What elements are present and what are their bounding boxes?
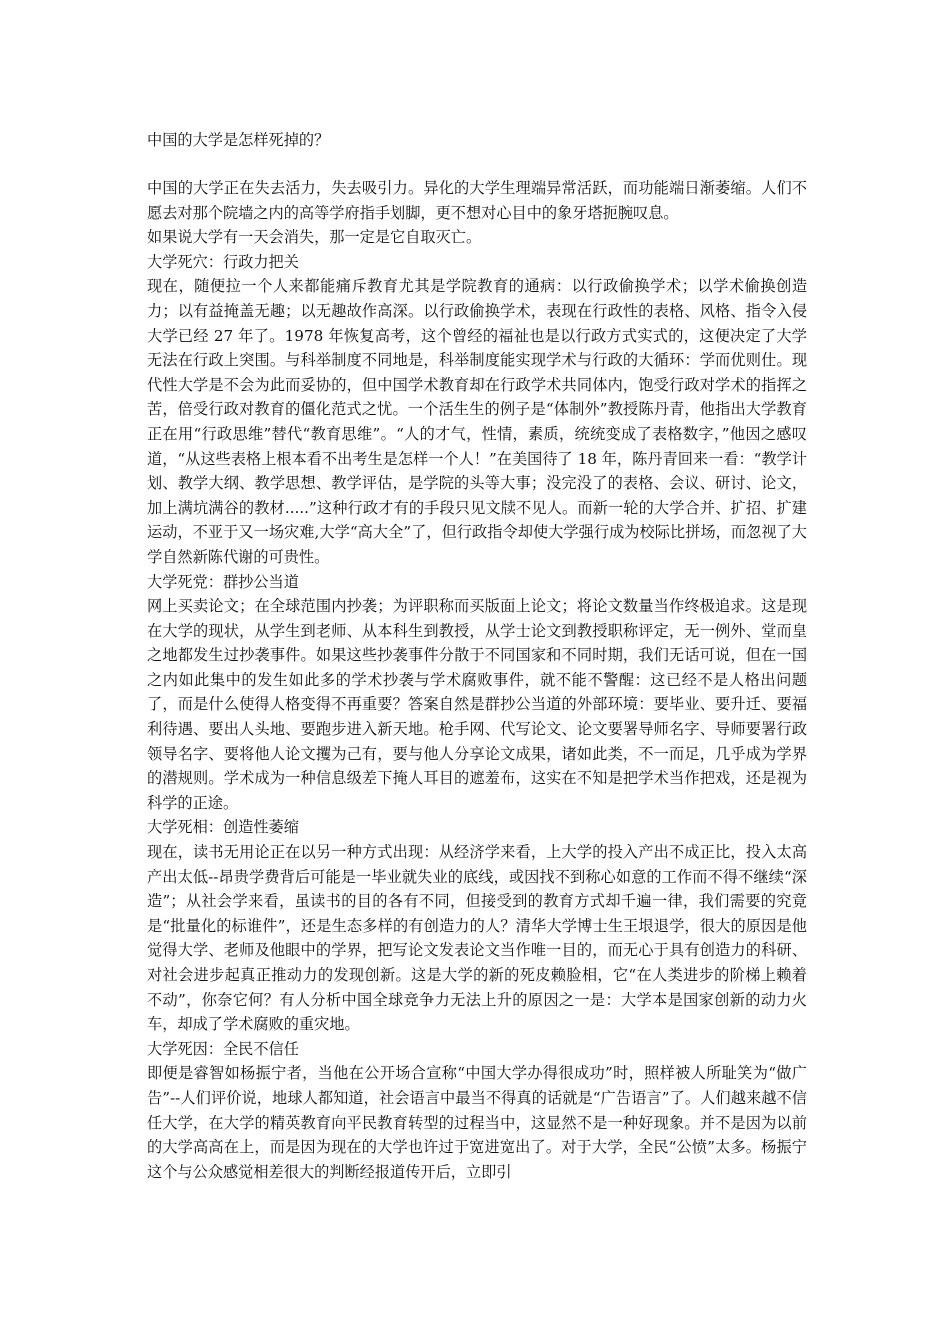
section-heading-plagiarism: 大学死党：群抄公当道 [147,572,299,591]
paragraph-plagiarism: 网上买卖论文；在全球范围内抄袭；为评职称而买版面上论文；将论文数量当作终极追求。这是现在大学的现状，从学生到老师、从本科生到教授，从学士论文到教授职称评定，无一例外、堂而皇之地都发生过抄袭事件。如果这些抄袭事件分散于不同国家和不同时期，我们无话可说，但在一国之内如此集中的发生如此多的学术抄袭与学术腐败事件，就不能不警醒：这已经不是人格出问题了，而是什么使得人格变得不再重要？答案自然是群抄公当道的外部环境：要毕业、要升迁、要福利待遇、要出人头地、要跑步进入新天地。枪手网、代写论文、论文要署导师名字、导师要署行政领导名字、要将他人论文攫为己有，要与他人分享论文成果，诸如此类，不一而足，几乎成为学界的潜规则。学术成为一种信息级差下掩人耳目的遮羞布，这实在不知是把学术当作把戏，还是视为科学的正途。 [147,597,807,812]
paragraph-creativity: 现在，读书无用论正在以另一种方式出现：从经济学来看，上大学的投入产出不成正比，投入太高产出太低--昂贵学费背后可能是一毕业就失业的底线，或因找不到称心如意的工作而不得不继续“深造”；从社会学来看，虽读书的目的各有不同，但接受到的教育方式却千遍一律，我们需要的究竟是“批量化的标谁件”，还是生态多样的有创造力的人？清华大学博士生王垠退学，很大的原因是他觉得大学、老师及他眼中的学界，把写论文发表论文当作唯一目的，而无心于具有创造力的科研、对社会进步起真正推动力的发现创新。这是大学的新的死皮赖脸相，它“在人类进步的阶梯上赖着不动”，你奈它何？有人分析中国全球竞争力无法上升的原因之一是：大学本是国家创新的动力火车，却成了学术腐败的重灾地。 [147,843,807,1034]
paragraph-intro: 中国的大学正在失去活力，失去吸引力。异化的大学生理端异常活跃，而功能端日渐萎缩。人们不愿去对那个院墙之内的高等学府指手划脚，更不想对心目中的象牙塔扼腕叹息。 [147,179,807,222]
paragraph-intro-2: 如果说大学有一天会消失，那一定是它自取灭亡。 [147,228,482,247]
section-heading-administration: 大学死穴：行政力把关 [147,252,299,271]
section-heading-distrust: 大学死因：全民不信任 [147,1039,299,1058]
paragraph-administration: 现在，随便拉一个人来都能痛斥教育尤其是学院教育的通病：以行政偷换学术；以学术偷换创造力；以有益掩盖无趣；以无趣故作高深。以行政偷换学术，表现在行政性的表格、风格、指令入侵大学已经 27 年了。1978 年恢复高考，这个曾经的福祉也是以行政方式实式的，这便决定了大学无法在行政上突围。与科举制度不同地是，科举制度能实现学术与行政的大循环：学而优则仕。现代性大学是不会为此而妥协的，但中国学术教育却在行政学术共同体内，饱受行政对学术的指挥之苦，倍受行政对教育的僵化范式之忧。一个活生生的例子是“体制外”教授陈丹青，他指出大学教育正在用“行政思维”替代“教育思维”。“人的才气，性情，素质，统统变成了表格数字，”他因之感叹道，“从这些表格上根本看不出考生是怎样一个人！”在美国待了 18 年，陈丹青回来一看：“教学计划、教学大纲、教学思想、教学评估，是学院的头等大事；没完没了的表格、会议、研讨、论文，加上满坑满谷的教材.....”这种行政才有的手段只见文牍不见人。而新一轮的大学合并、扩招、扩建运动，不亚于又一场灾难,大学“高大全”了，但行政指令却使大学强行成为校际比拼场，而忽视了大学自然新陈代谢的可贵性。 [147,277,807,566]
document-title: 中国的大学是怎样死掉的？ [147,131,330,149]
paragraph-distrust: 即便是睿智如杨振宁者，当他在公开场合宣称“中国大学办得很成功”时，照样被人所耻笑为“做广告”--人们评价说，地球人都知道，社会语言中最当不得真的话就是“广告语言”了。人们越来越不信任大学，在大学的精英教育向平民教育转型的过程当中，这显然不是一种好现象。并不是因为以前的大学高高在上，而是因为现在的大学也许过于宽进宽出了。对于大学，全民“公愤”太多。杨振宁这个与公众感觉相差很大的判断经报道传开后，立即引 [147,1064,807,1181]
document-body [147,176,807,1184]
section-heading-creativity: 大学死相：创造性萎缩 [147,818,299,837]
